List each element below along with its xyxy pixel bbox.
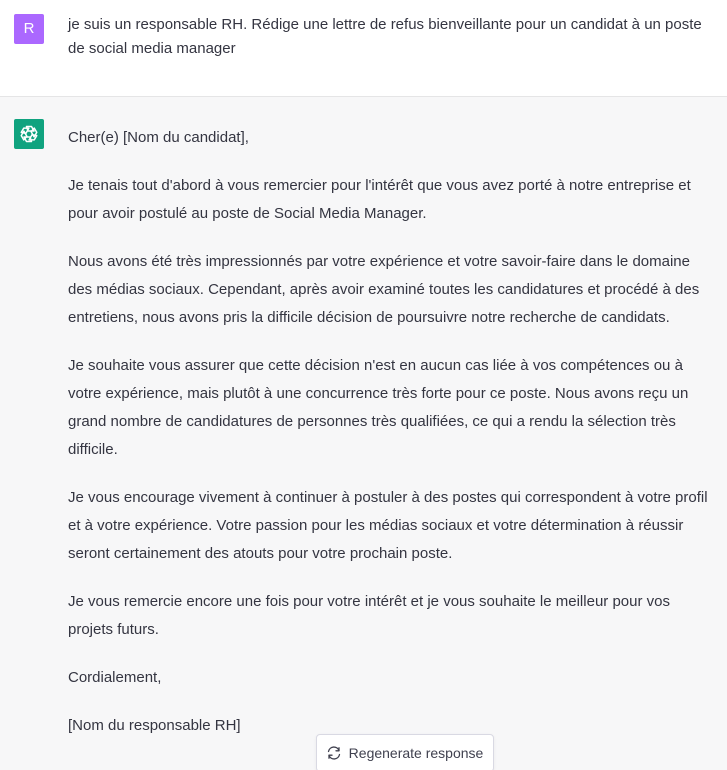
letter-closing: Cordialement, — [68, 669, 162, 686]
assistant-message-text — [68, 124, 716, 760]
letter-paragraph: Je vous encourage vivement à continuer à postuler à des postes qui correspondent à votre profil et à votre expérience. Votre passion pour les médias sociaux et votre détermination à réussir seront certainement des atouts pour votre prochain poste. — [68, 489, 708, 562]
regenerate-response-label: Regenerate response — [348, 745, 484, 761]
assistant-message-row — [0, 97, 727, 770]
letter-greeting: Cher(e) [Nom du candidat], — [68, 129, 249, 146]
letter-paragraph: Je tenais tout d'abord à vous remercier pour l'intérêt que vous avez porté à notre entreprise et pour avoir postulé au poste de Social Media Manager. — [68, 177, 691, 222]
assistant-avatar — [14, 119, 44, 149]
user-avatar: R — [14, 14, 44, 44]
letter-signature: [Nom du responsable RH] — [68, 717, 241, 734]
regenerate-response-button[interactable] — [316, 734, 494, 770]
letter-paragraph: Nous avons été très impressionnés par votre expérience et votre savoir-faire dans le domaine des médias sociaux. Cependant, après avoir examiné toutes les candidatures et procédé à des entretiens, nous avons pris la difficile décision de poursuivre notre recherche de candidats. — [68, 253, 700, 326]
user-message-text: je suis un responsable RH. Rédige une lettre de refus bienveillante pour un candidat à un poste de social media manager — [68, 16, 702, 57]
letter-paragraph: Je vous remercie encore une fois pour votre intérêt et je vous souhaite le meilleur pour vos projets futurs. — [68, 593, 670, 638]
user-message-row — [0, 0, 727, 97]
openai-logo-icon — [19, 124, 39, 144]
letter-paragraph: Je souhaite vous assurer que cette décision n'est en aucun cas liée à vos compétences ou à votre expérience, mais plutôt à une concurrence très forte pour ce poste. Nous avons reçu un grand nombre de candidatures de personnes très qualifiées, ce qui a rendu la sélection très difficile. — [68, 357, 689, 458]
refresh-icon — [327, 746, 341, 760]
